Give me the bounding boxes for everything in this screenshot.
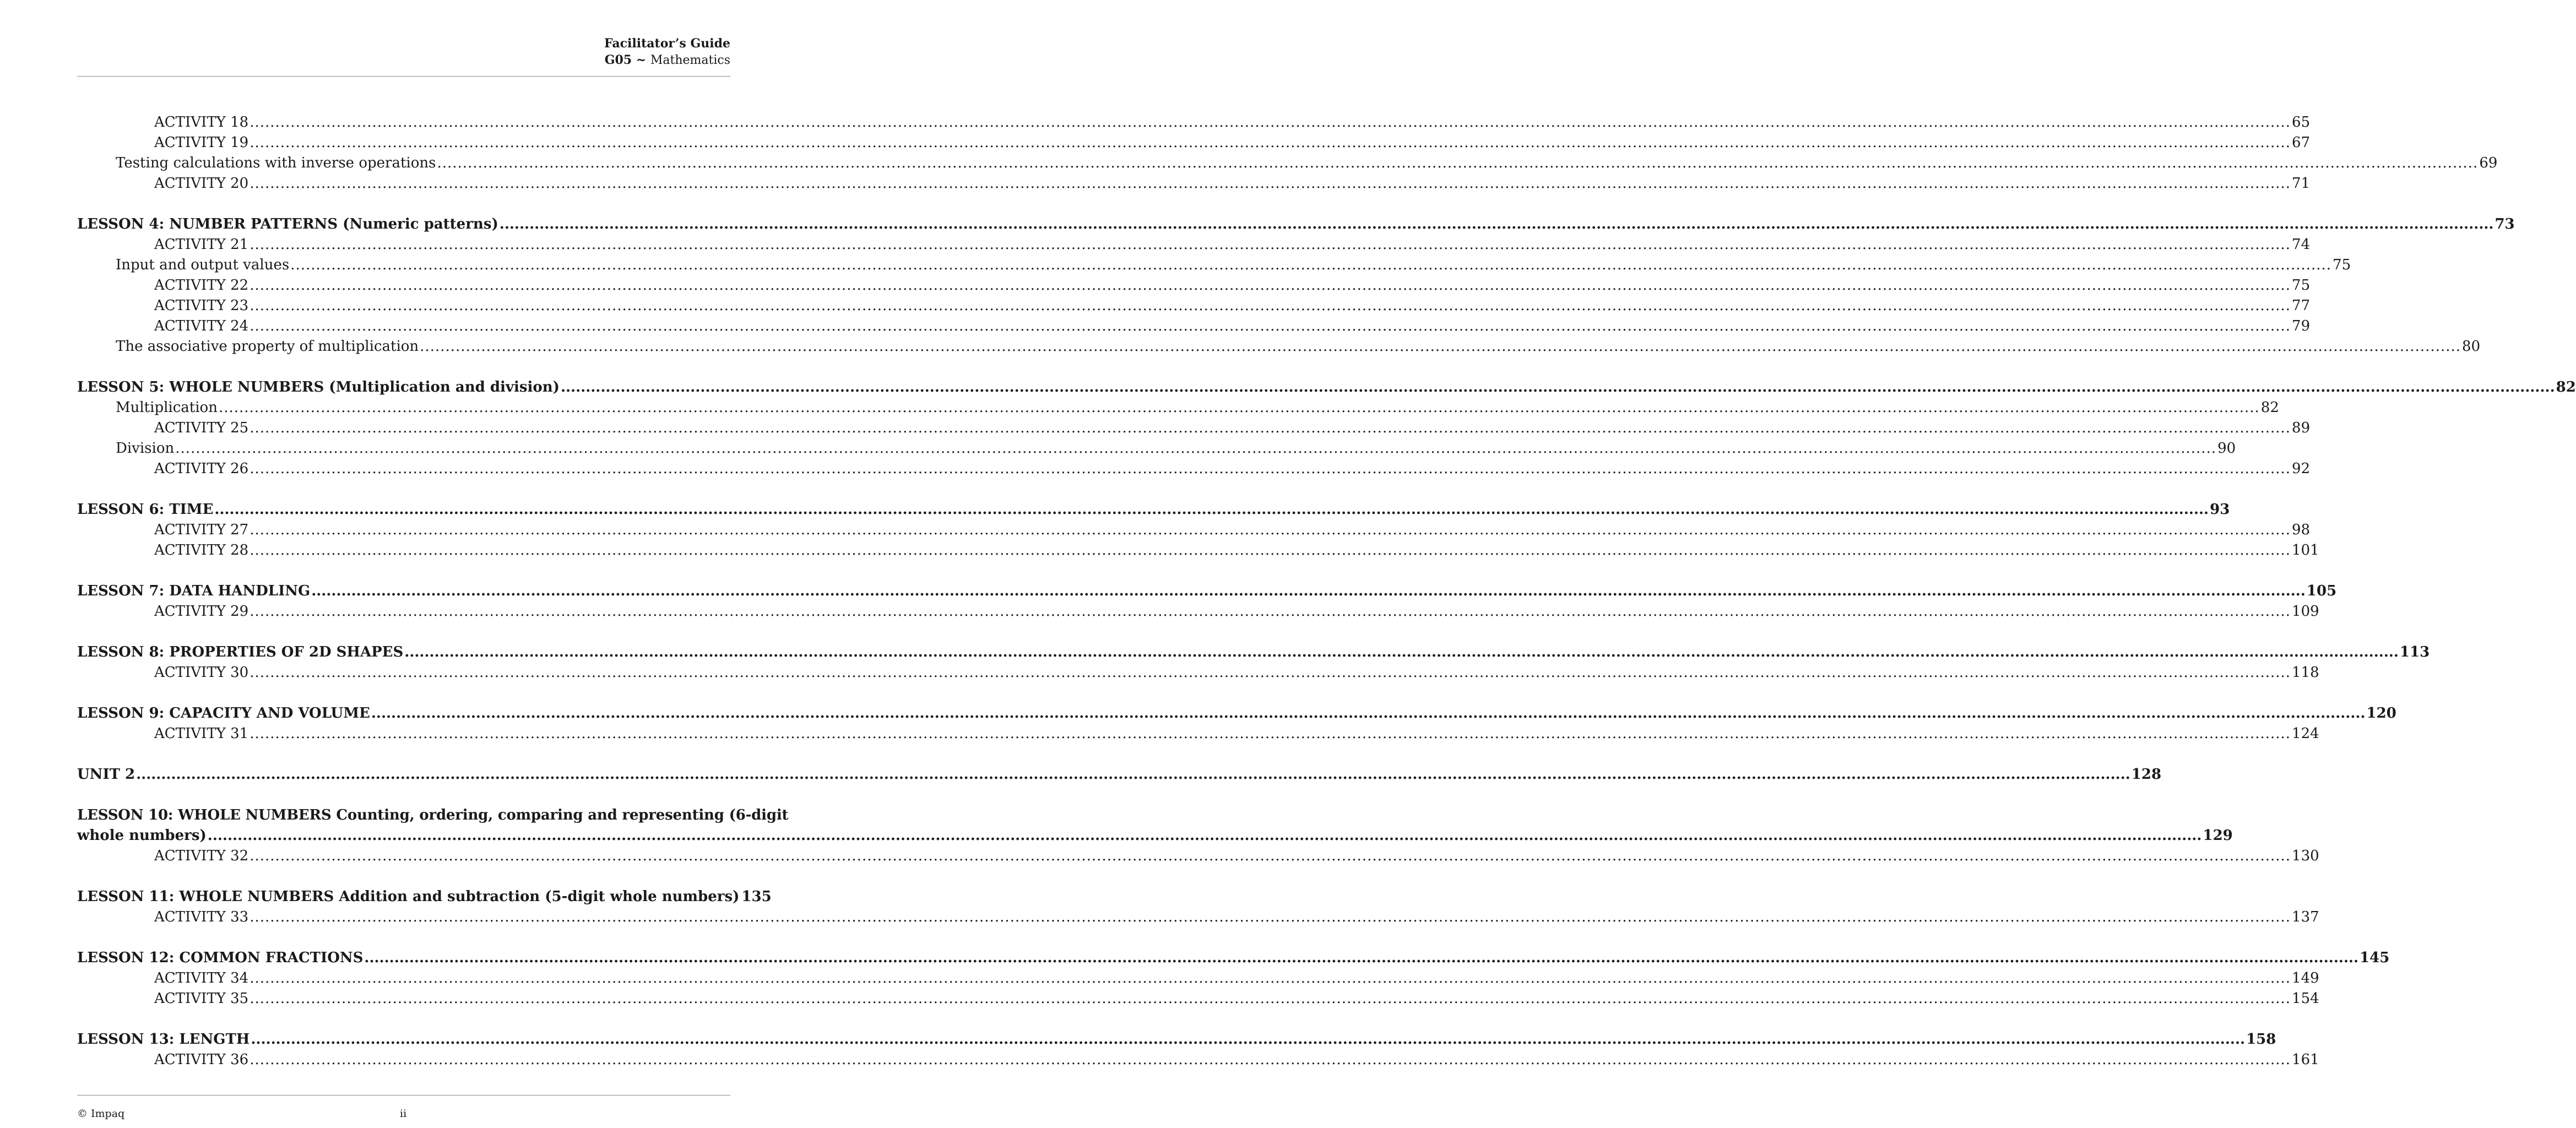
toc-entry-label: ACTIVITY 20 — [154, 175, 249, 192]
toc-activity-entry[interactable] — [77, 316, 2311, 337]
toc-leader-dots: ................................................................................................................................................................................................................................................................................................................................................................................................................ — [207, 827, 2202, 844]
toc-entry-label: ACTIVITY 25 — [154, 420, 249, 436]
toc-section-entry[interactable] — [77, 255, 2351, 275]
toc-leader-dots: ................................................................................................................................................................................................................................................................................................................................................................................................................ — [250, 297, 2291, 314]
toc-activity-entry[interactable] — [77, 968, 2319, 989]
toc-activity-entry[interactable] — [77, 1050, 2319, 1070]
toc-entry-page: 65 — [2292, 114, 2311, 131]
toc-leader-dots: ................................................................................................................................................................................................................................................................................................................................................................................................................ — [250, 420, 2291, 436]
toc-activity-entry[interactable] — [77, 663, 2319, 683]
toc-activity-entry[interactable] — [77, 601, 2319, 622]
toc-lesson-entry[interactable] — [77, 214, 2515, 235]
toc-entry-label: ACTIVITY 27 — [154, 522, 249, 538]
toc-entry-page: 137 — [2292, 909, 2319, 925]
toc-entry-label: Testing calculations with inverse operations — [116, 155, 436, 171]
toc-entry-label: LESSON 12: COMMON FRACTIONS — [77, 950, 364, 966]
toc-entry-page: 161 — [2292, 1051, 2319, 1068]
toc-entry-label: ACTIVITY 30 — [154, 664, 249, 681]
toc-entry-label: Multiplication — [116, 399, 218, 416]
toc-leader-dots: ................................................................................................................................................................................................................................................................................................................................................................................................................ — [437, 155, 2479, 171]
toc-entry-page: 130 — [2292, 848, 2319, 864]
toc-entry-label: LESSON 7: DATA HANDLING — [77, 583, 311, 599]
toc-lesson-entry[interactable] — [77, 500, 2230, 520]
toc-entry-label: ACTIVITY 22 — [154, 277, 249, 294]
toc-entry-page: 124 — [2292, 725, 2319, 742]
toc-entry-page: 113 — [2399, 644, 2430, 660]
toc-leader-dots: ................................................................................................................................................................................................................................................................................................................................................................................................................ — [250, 236, 2291, 253]
toc-activity-entry[interactable] — [77, 133, 2311, 153]
header-separator: ~ — [632, 53, 650, 67]
toc-leader-dots: ................................................................................................................................................................................................................................................................................................................................................................................................................ — [136, 766, 2130, 783]
toc-leader-dots: ................................................................................................................................................................................................................................................................................................................................................................................................................ — [250, 990, 2291, 1007]
toc-leader-dots: ................................................................................................................................................................................................................................................................................................................................................................................................................ — [404, 644, 2399, 660]
toc-entry-page: 149 — [2292, 970, 2319, 986]
toc-leader-dots: ................................................................................................................................................................................................................................................................................................................................................................................................................ — [250, 664, 2291, 681]
toc-leader-dots: ................................................................................................................................................................................................................................................................................................................................................................................................................ — [420, 338, 2461, 355]
toc-section-entry[interactable] — [77, 438, 2236, 459]
toc-entry-page: 154 — [2292, 990, 2319, 1007]
toc-entry-label: ACTIVITY 36 — [154, 1051, 249, 1068]
toc-entry-page: 79 — [2292, 318, 2311, 334]
toc-entry-label: Division — [116, 440, 175, 457]
toc-leader-dots: ................................................................................................................................................................................................................................................................................................................................................................................................................ — [251, 1031, 2246, 1048]
toc-leader-dots: ................................................................................................................................................................................................................................................................................................................................................................................................................ — [250, 725, 2291, 742]
toc-entry-page: 74 — [2292, 236, 2311, 253]
toc-lesson-entry[interactable] — [77, 703, 2396, 724]
toc-entry-label: ACTIVITY 29 — [154, 603, 249, 620]
toc-entry-label: whole numbers) — [77, 827, 207, 844]
toc-lesson-entry[interactable] — [77, 948, 2390, 968]
toc-activity-entry[interactable] — [77, 235, 2311, 255]
toc-entry-page: 67 — [2292, 134, 2311, 151]
toc-entry-label: Input and output values — [116, 257, 290, 273]
toc-entry-label: ACTIVITY 34 — [154, 970, 249, 986]
toc-activity-entry[interactable] — [77, 296, 2311, 316]
toc-entry-page: 77 — [2292, 297, 2311, 314]
toc-entry-page: 75 — [2333, 257, 2351, 273]
toc-leader-dots: ................................................................................................................................................................................................................................................................................................................................................................................................................ — [250, 175, 2291, 192]
toc-leader-dots: ................................................................................................................................................................................................................................................................................................................................................................................................................ — [371, 705, 2366, 722]
toc-entry-page: 135 — [741, 888, 772, 905]
toc-activity-entry[interactable] — [77, 724, 2319, 744]
toc-entry-page: 105 — [2306, 583, 2337, 599]
toc-entry-page: 118 — [2292, 664, 2319, 681]
toc-lesson-entry[interactable] — [77, 581, 2337, 601]
toc-entry-page: 73 — [2494, 216, 2515, 232]
toc-entry-label: ACTIVITY 18 — [154, 114, 249, 131]
toc-leader-dots: ................................................................................................................................................................................................................................................................................................................................................................................................................ — [290, 257, 2332, 273]
toc-entry-label: LESSON 4: NUMBER PATTERNS (Numeric patterns) — [77, 216, 498, 232]
toc-entry-page: 75 — [2292, 277, 2311, 294]
toc-entry-page: 128 — [2131, 766, 2162, 783]
toc-activity-entry[interactable] — [77, 418, 2311, 438]
header-subtitle — [77, 52, 730, 69]
toc-entry-page: 71 — [2292, 175, 2311, 192]
toc-entry-page: 98 — [2292, 522, 2311, 538]
toc-section-entry[interactable] — [77, 153, 2498, 173]
header-title: Facilitator’s Guide — [604, 36, 730, 51]
header-rule — [77, 76, 730, 77]
toc-leader-dots: ................................................................................................................................................................................................................................................................................................................................................................................................................ — [250, 277, 2291, 294]
toc-entry-page: 101 — [2292, 542, 2319, 558]
footer-rule — [77, 1095, 730, 1096]
toc-leader-dots: ................................................................................................................................................................................................................................................................................................................................................................................................................ — [364, 950, 2359, 966]
toc-entry-label: ACTIVITY 24 — [154, 318, 249, 334]
toc-entry-page: 145 — [2360, 950, 2390, 966]
toc-leader-dots: ................................................................................................................................................................................................................................................................................................................................................................................................................ — [250, 603, 2291, 620]
toc-lesson-entry[interactable] — [77, 1029, 2276, 1050]
toc-leader-dots: ................................................................................................................................................................................................................................................................................................................................................................................................................ — [250, 134, 2291, 151]
toc-entry-page: 89 — [2292, 420, 2311, 436]
toc-lesson-entry[interactable] — [77, 887, 772, 907]
toc-leader-dots: ................................................................................................................................................................................................................................................................................................................................................................................................................ — [250, 460, 2291, 477]
toc-entry-label: UNIT 2 — [77, 766, 135, 783]
toc-activity-entry[interactable] — [77, 459, 2311, 479]
toc-entry-label: LESSON 11: WHOLE NUMBERS Addition and subtraction (5-digit whole numbers) — [77, 888, 740, 905]
toc-leader-dots: ................................................................................................................................................................................................................................................................................................................................................................................................................ — [250, 542, 2291, 558]
toc-entry-page: 120 — [2366, 705, 2396, 722]
subject-name: Mathematics — [650, 53, 730, 67]
toc-entry-page: 80 — [2462, 338, 2481, 355]
toc-leader-dots: ................................................................................................................................................................................................................................................................................................................................................................................................................ — [175, 440, 2217, 457]
toc-leader-dots: ................................................................................................................................................................................................................................................................................................................................................................................................................ — [250, 114, 2291, 131]
toc-entry-page: 90 — [2217, 440, 2236, 457]
toc-entry-label: ACTIVITY 26 — [154, 460, 249, 477]
toc-section-entry[interactable] — [77, 398, 2279, 418]
toc-entry-page: 93 — [2210, 501, 2230, 518]
toc-entry-label: LESSON 8: PROPERTIES OF 2D SHAPES — [77, 644, 404, 660]
toc-leader-dots: ................................................................................................................................................................................................................................................................................................................................................................................................................ — [250, 1051, 2291, 1068]
toc-entry-page: 129 — [2203, 827, 2233, 844]
toc-leader-dots: ................................................................................................................................................................................................................................................................................................................................................................................................................ — [250, 848, 2291, 864]
toc-entry-label: ACTIVITY 19 — [154, 134, 249, 151]
toc-entry-label: LESSON 13: LENGTH — [77, 1031, 250, 1048]
toc-entry-page: 82 — [2260, 399, 2279, 416]
grade-code: G05 — [604, 53, 632, 67]
toc-leader-dots: ................................................................................................................................................................................................................................................................................................................................................................................................................ — [250, 522, 2291, 538]
toc-entry-label: ACTIVITY 31 — [154, 725, 249, 742]
toc-leader-dots: ................................................................................................................................................................................................................................................................................................................................................................................................................ — [250, 318, 2291, 334]
copyright-notice: © Impaq — [77, 1108, 125, 1120]
toc-entry-label: LESSON 5: WHOLE NUMBERS (Multiplication and division) — [77, 379, 560, 395]
toc-entry-page: 92 — [2292, 460, 2311, 477]
toc-entry-label: LESSON 6: TIME — [77, 501, 214, 518]
toc-entry-label: ACTIVITY 21 — [154, 236, 249, 253]
toc-entry-label: ACTIVITY 23 — [154, 297, 249, 314]
toc-entry-label: LESSON 9: CAPACITY AND VOLUME — [77, 705, 370, 722]
toc-activity-entry[interactable] — [77, 520, 2311, 540]
toc-leader-dots: ................................................................................................................................................................................................................................................................................................................................................................................................................ — [218, 399, 2260, 416]
toc-activity-entry[interactable] — [77, 112, 2311, 133]
toc-entry-page: 69 — [2479, 155, 2498, 171]
table-of-contents — [77, 112, 2576, 1070]
toc-entry-label: ACTIVITY 32 — [154, 848, 249, 864]
toc-entry-label: ACTIVITY 35 — [154, 990, 249, 1007]
page-header — [77, 35, 730, 69]
toc-entry-label: ACTIVITY 28 — [154, 542, 249, 558]
toc-leader-dots: ................................................................................................................................................................................................................................................................................................................................................................................................................ — [311, 583, 2306, 599]
toc-entry-label: ACTIVITY 33 — [154, 909, 249, 925]
toc-leader-dots: ................................................................................................................................................................................................................................................................................................................................................................................................................ — [250, 970, 2291, 986]
toc-leader-dots: ................................................................................................................................................................................................................................................................................................................................................................................................................ — [214, 501, 2209, 518]
toc-activity-entry[interactable] — [77, 989, 2319, 1009]
toc-section-entry[interactable] — [77, 337, 2481, 357]
toc-activity-entry[interactable] — [77, 846, 2319, 866]
toc-lesson-entry[interactable] — [77, 764, 2162, 785]
toc-entry-page: 82 — [2556, 379, 2576, 395]
toc-entry-page: 109 — [2292, 603, 2319, 620]
page-number: ii — [400, 1108, 407, 1120]
toc-activity-entry[interactable] — [77, 540, 2319, 561]
toc-entry-page: 158 — [2246, 1031, 2276, 1048]
toc-leader-dots: ................................................................................................................................................................................................................................................................................................................................................................................................................ — [560, 379, 2555, 395]
toc-activity-entry[interactable] — [77, 173, 2311, 194]
toc-leader-dots: ................................................................................................................................................................................................................................................................................................................................................................................................................ — [499, 216, 2494, 232]
toc-leader-dots: ................................................................................................................................................................................................................................................................................................................................................................................................................ — [250, 909, 2291, 925]
toc-activity-entry[interactable] — [77, 907, 2319, 928]
toc-lesson-entry[interactable] — [77, 642, 2430, 663]
toc-activity-entry[interactable] — [77, 275, 2311, 296]
toc-entry-label: The associative property of multiplication — [116, 338, 419, 355]
toc-lesson-entry[interactable] — [77, 377, 2576, 398]
toc-entry-heading-line: LESSON 10: WHOLE NUMBERS Counting, ordering, comparing and representing (6-digit — [77, 807, 789, 823]
toc-lesson-entry[interactable] — [77, 826, 2233, 846]
